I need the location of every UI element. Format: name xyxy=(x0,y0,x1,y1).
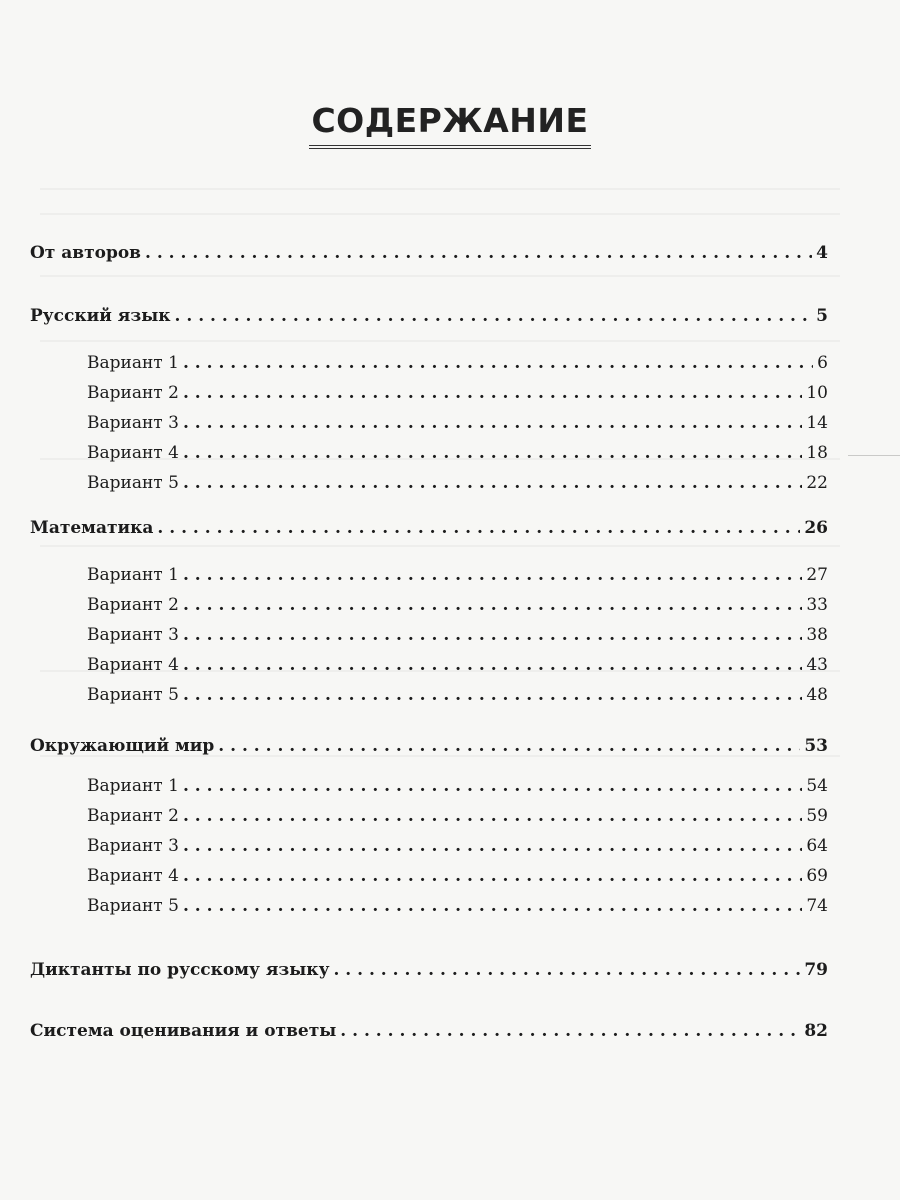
toc-section-entry xyxy=(30,240,828,266)
dot-leader xyxy=(183,652,802,678)
dot-leader xyxy=(183,380,802,406)
toc-section-entry xyxy=(30,957,828,983)
toc-entry-label: Окружающий мир xyxy=(30,736,215,756)
toc-subsection-entry xyxy=(87,440,828,466)
toc-page-number: 5 xyxy=(816,306,828,326)
toc-entry-label: Вариант 2 xyxy=(87,383,179,403)
toc-page-number: 64 xyxy=(806,836,828,856)
toc-entry-label: Вариант 5 xyxy=(87,896,179,916)
dot-leader xyxy=(183,470,802,496)
toc-subsection-entry xyxy=(87,803,828,829)
dot-leader xyxy=(333,957,800,983)
toc-subsection-entry xyxy=(87,893,828,919)
toc-subsection-entry xyxy=(87,562,828,588)
toc-page-number: 10 xyxy=(806,383,828,403)
toc-section-entry xyxy=(30,303,828,329)
toc-entry-label: Вариант 5 xyxy=(87,473,179,493)
toc-subsection-entry xyxy=(87,833,828,859)
toc-page-number: 26 xyxy=(804,518,828,538)
toc-entry-label: Вариант 4 xyxy=(87,866,179,886)
toc-subsection-entry xyxy=(87,592,828,618)
dot-leader xyxy=(218,733,800,759)
dot-leader xyxy=(183,863,802,889)
dot-leader xyxy=(175,303,813,329)
toc-page-number: 22 xyxy=(806,473,828,493)
toc-entry-label: Вариант 3 xyxy=(87,625,179,645)
dot-leader xyxy=(183,592,802,618)
toc-entry-label: Вариант 4 xyxy=(87,655,179,675)
bleed-through-line xyxy=(40,213,840,215)
toc-section-entry xyxy=(30,515,828,541)
dot-leader xyxy=(183,833,802,859)
page-title: СОДЕРЖАНИЕ xyxy=(309,103,590,149)
toc-entry-label: От авторов xyxy=(30,243,141,263)
toc-entry-label: Вариант 2 xyxy=(87,806,179,826)
page-edge-mark xyxy=(848,455,900,456)
toc-entry-label: Система оценивания и ответы xyxy=(30,1021,337,1041)
toc-page-number: 74 xyxy=(806,896,828,916)
dot-leader xyxy=(183,682,802,708)
toc-page-number: 4 xyxy=(816,243,828,263)
toc-page-number: 6 xyxy=(817,353,828,373)
toc-entry-label: Вариант 3 xyxy=(87,413,179,433)
toc-section-entry xyxy=(30,733,828,759)
dot-leader xyxy=(183,350,813,376)
dot-leader xyxy=(183,562,802,588)
toc-page-number: 53 xyxy=(804,736,828,756)
toc-subsection-entry xyxy=(87,622,828,648)
toc-page-number: 27 xyxy=(806,565,828,585)
toc-page-number: 69 xyxy=(806,866,828,886)
dot-leader xyxy=(183,410,802,436)
toc-subsection-entry xyxy=(87,682,828,708)
dot-leader xyxy=(145,240,812,266)
dot-leader xyxy=(183,622,802,648)
toc-page-number: 18 xyxy=(806,443,828,463)
toc-section-entry xyxy=(30,1018,828,1044)
toc-subsection-entry xyxy=(87,652,828,678)
toc-entry-label: Вариант 1 xyxy=(87,353,179,373)
dot-leader xyxy=(183,893,802,919)
toc-subsection-entry xyxy=(87,863,828,889)
toc-subsection-entry xyxy=(87,470,828,496)
toc-subsection-entry xyxy=(87,350,828,376)
dot-leader xyxy=(340,1018,800,1044)
toc-subsection-entry xyxy=(87,410,828,436)
toc-page-number: 79 xyxy=(804,960,828,980)
toc-entry-label: Вариант 1 xyxy=(87,565,179,585)
toc-page-number: 43 xyxy=(806,655,828,675)
toc-page-number: 14 xyxy=(806,413,828,433)
toc-entry-label: Вариант 5 xyxy=(87,685,179,705)
toc-page-number: 33 xyxy=(806,595,828,615)
dot-leader xyxy=(183,803,802,829)
toc-entry-label: Математика xyxy=(30,518,154,538)
bleed-through-line xyxy=(40,275,840,277)
toc-subsection-entry xyxy=(87,773,828,799)
toc-subsection-entry xyxy=(87,380,828,406)
bleed-through-line xyxy=(40,188,840,190)
toc-entry-label: Русский язык xyxy=(30,306,171,326)
toc-page-number: 82 xyxy=(804,1021,828,1041)
bleed-through-line xyxy=(40,545,840,547)
toc-page-number: 38 xyxy=(806,625,828,645)
toc-entry-label: Вариант 2 xyxy=(87,595,179,615)
toc-entry-label: Вариант 1 xyxy=(87,776,179,796)
title-container xyxy=(0,103,900,149)
dot-leader xyxy=(183,440,802,466)
toc-page-number: 59 xyxy=(806,806,828,826)
bleed-through-line xyxy=(40,340,840,342)
toc-entry-label: Диктанты по русскому языку xyxy=(30,960,330,980)
toc-entry-label: Вариант 3 xyxy=(87,836,179,856)
dot-leader xyxy=(183,773,802,799)
dot-leader xyxy=(157,515,800,541)
toc-entry-label: Вариант 4 xyxy=(87,443,179,463)
toc-page-number: 48 xyxy=(806,685,828,705)
toc-page-number: 54 xyxy=(806,776,828,796)
